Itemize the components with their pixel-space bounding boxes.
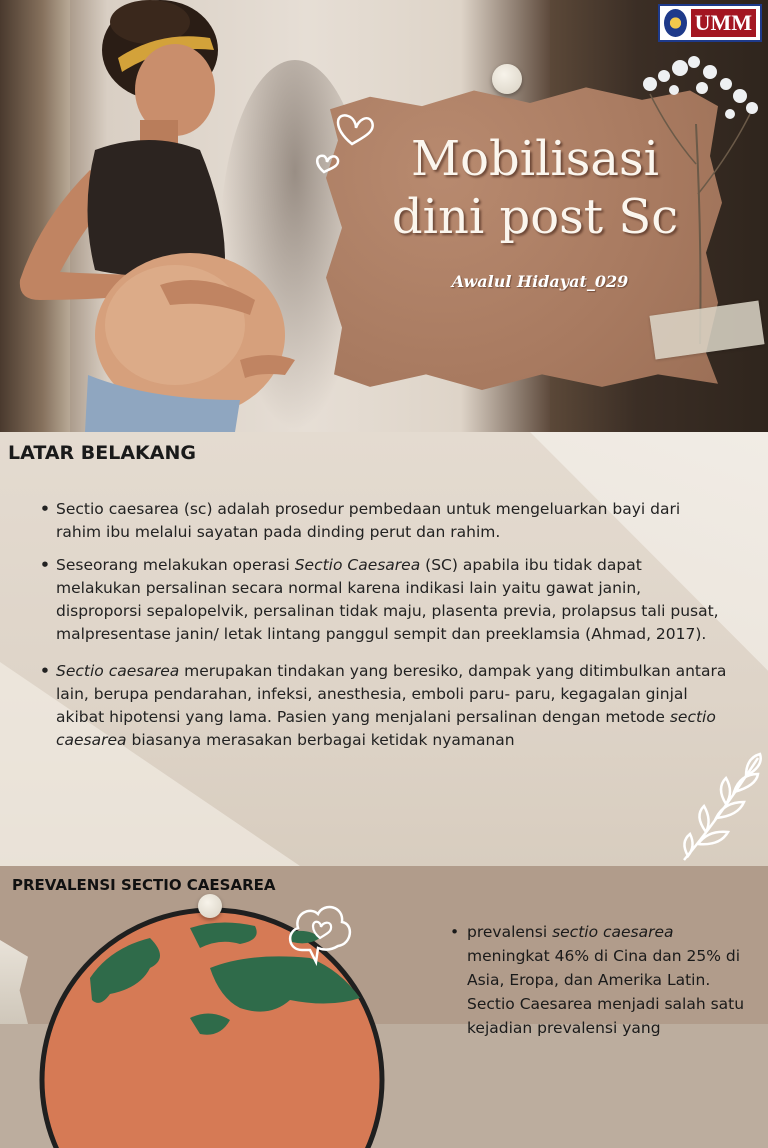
pushpin-icon <box>492 64 522 94</box>
text-span: meningkat 46% di Cina dan 25% di Asia, Eropa, dan Amerika Latin. Sectio Caesarea menjadi salah satu kejadian prevalensi yang <box>467 947 745 1037</box>
italic-term: sectio caesarea <box>552 923 674 941</box>
title-line-2: dini post Sc <box>391 189 679 245</box>
italic-term: Sectio Caesarea <box>294 556 421 574</box>
italic-term: Sectio caesarea <box>56 662 180 680</box>
text-span: biasanya merasakan berbagai ketidak nyamanan <box>126 731 515 749</box>
text-span: (SC) apabila ibu tidak dapat melakukan persalinan secara normal karena indikasi lain yaitu gawat janin, disproporsi sepalopelvik, persalinan tidak maju, plasenta previa, prolapsus tali pusat, malpresentase janin/ letak lintang panggul sempit dan preeklamsia (Ahmad, 2017). <box>56 556 719 643</box>
list-item <box>450 920 760 1040</box>
text-span: Seseorang melakukan operasi <box>56 556 295 574</box>
list-item <box>40 554 730 646</box>
author-name: Awalul Hidayat_029 <box>451 272 629 291</box>
leaf-branch-icon <box>676 752 766 864</box>
latar-belakang-list <box>40 498 730 762</box>
section-title-latar-belakang: LATAR BELAKANG <box>8 442 196 464</box>
italic-term: sectio caesarea <box>56 708 716 749</box>
university-emblem-icon <box>664 9 687 37</box>
text-span: merupakan tindakan yang beresiko, dampak yang ditimbulkan antara lain, berupa pendarahan, infeksi, anesthesia, emboli paru- paru, kegagalan ginjal akibat hipotensi yang lama. Pasien yang menjalani persalinan dengan metode <box>56 662 727 726</box>
list-item <box>40 660 730 752</box>
dried-flower-icon <box>630 44 768 344</box>
section-title-prevalensi: PREVALENSI SECTIO CAESAREA <box>12 876 276 894</box>
umm-logo <box>658 4 762 42</box>
text-span: prevalensi <box>467 923 553 941</box>
title-line-1: Mobilisasi <box>410 131 660 187</box>
list-item: • Sectio caesarea (sc) adalah prosedur pembedaan untuk mengeluarkan bayi dari rahim ibu melalui sayatan pada dinding perut dan rahim. <box>40 498 730 544</box>
pregnant-woman-photo <box>0 0 320 432</box>
prevalence-list <box>450 920 760 1040</box>
cloud-heart-icon <box>282 892 354 970</box>
pushpin-icon <box>198 894 222 918</box>
logo-text: UMM <box>691 9 756 37</box>
